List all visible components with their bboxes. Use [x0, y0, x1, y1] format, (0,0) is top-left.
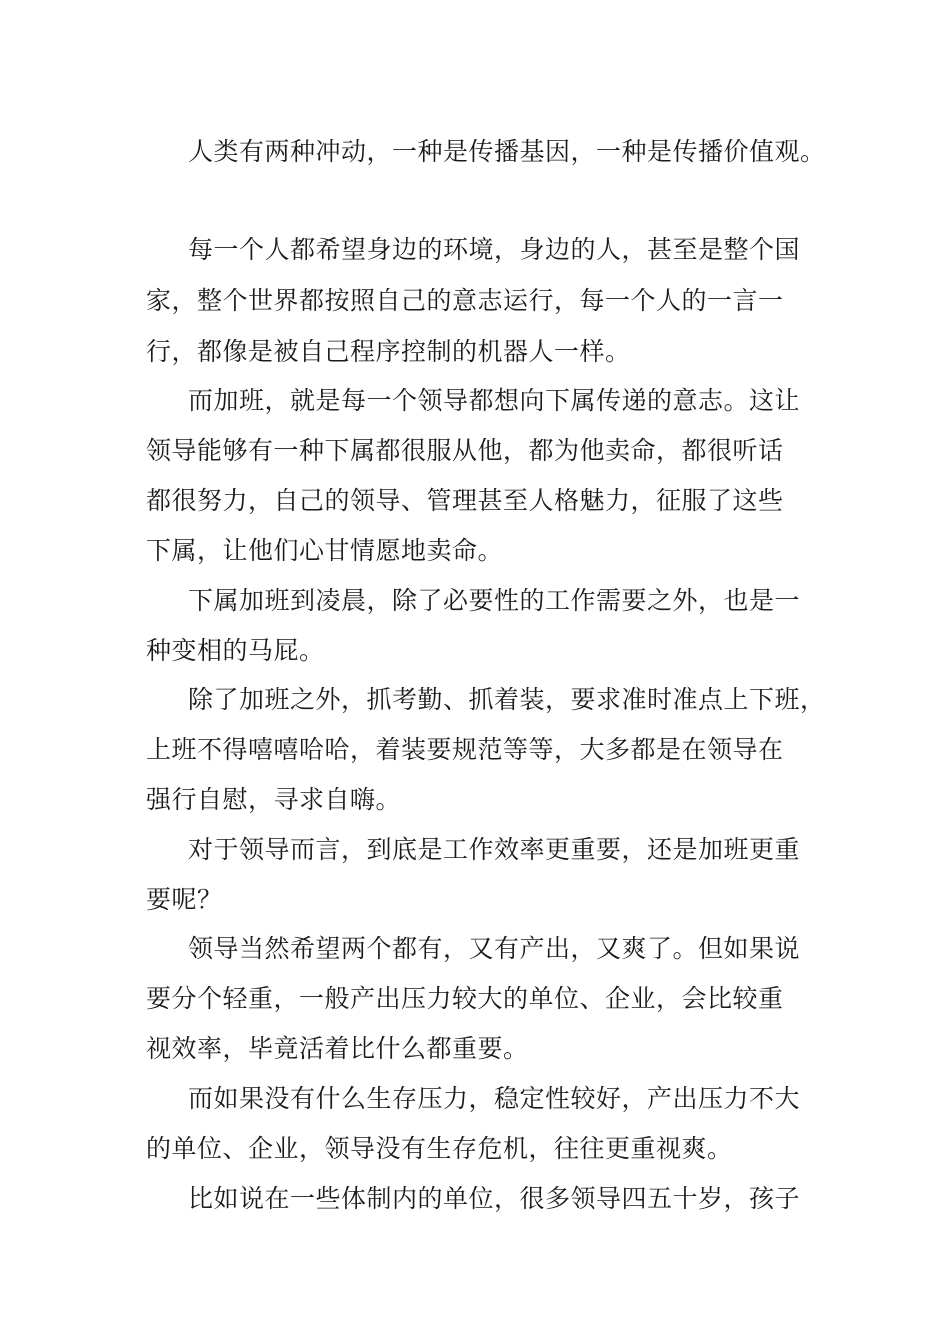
paragraph-line: 强行自慰，寻求自嗨。 [146, 785, 402, 814]
paragraph-line: 领导当然希望两个都有，又有产出，又爽了。但如果说 [188, 934, 801, 963]
paragraph-line: 人类有两种冲动，一种是传播基因，一种是传播价值观。 [188, 137, 826, 166]
paragraph-line: 每一个人都希望身边的环境，身边的人，甚至是整个国 [188, 235, 801, 264]
paragraph-line: 视效率，毕竟活着比什么都重要。 [146, 1034, 529, 1063]
paragraph-line: 而加班，就是每一个领导都想向下属传递的意志。这让 [188, 386, 801, 415]
paragraph-line: 除了加班之外，抓考勤、抓着装，要求准时准点上下班， [188, 685, 826, 714]
paragraph-line: 上班不得嘻嘻哈哈，着装要规范等等，大多都是在领导在 [146, 735, 784, 764]
paragraph-line: 比如说在一些体制内的单位，很多领导四五十岁，孩子 [188, 1184, 801, 1213]
paragraph-line: 对于领导而言，到底是工作效率更重要，还是加班更重 [188, 835, 801, 864]
paragraph-line: 行，都像是被自己程序控制的机器人一样。 [146, 337, 631, 366]
paragraph-line: 都很努力，自己的领导、管理甚至人格魅力，征服了这些 [146, 486, 784, 515]
paragraph-line: 而如果没有什么生存压力，稳定性较好，产出压力不大 [188, 1084, 801, 1113]
paragraph-line: 下属加班到凌晨，除了必要性的工作需要之外，也是一 [188, 586, 801, 615]
paragraph-line: 下属，让他们心甘情愿地卖命。 [146, 536, 504, 565]
paragraph-line: 的单位、企业，领导没有生存危机，往往更重视爽。 [146, 1134, 733, 1163]
paragraph-line: 家，整个世界都按照自己的意志运行，每一个人的一言一 [146, 286, 784, 315]
paragraph-line: 种变相的马屁。 [146, 636, 325, 665]
paragraph-line: 要呢？ [146, 885, 223, 914]
paragraph-line: 要分个轻重，一般产出压力较大的单位、企业，会比较重 [146, 984, 784, 1013]
paragraph-line: 领导能够有一种下属都很服从他，都为他卖命，都很听话 [146, 436, 784, 465]
